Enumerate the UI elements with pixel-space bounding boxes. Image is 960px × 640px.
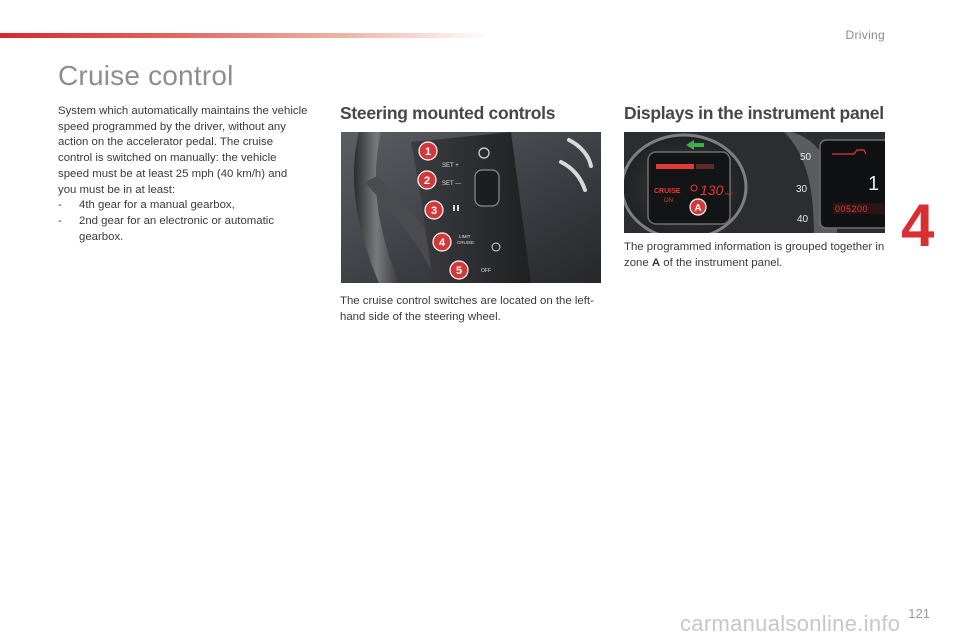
list-item-text: 4th gear for a manual gearbox, bbox=[79, 199, 235, 212]
list-item-text: 2nd gear for an electronic or automatic gearbox. bbox=[79, 214, 275, 243]
chapter-label: Driving bbox=[845, 28, 885, 42]
svg-text:5: 5 bbox=[455, 265, 463, 277]
intro-paragraph: System which automatically maintains the vehicle speed programmed by the driver, without any action on the accelerator pedal. The cruise control is switched on manually: the vehicle speed must be at least 25 mph (40 km/h) and you must be in at least: bbox=[58, 105, 308, 196]
section-title-instrument-displays: Displays in the instrument panel bbox=[624, 103, 884, 123]
svg-text:4: 4 bbox=[438, 237, 446, 249]
list-item bbox=[58, 214, 308, 245]
fuel-gauge-bar bbox=[656, 164, 694, 169]
intro-text bbox=[58, 104, 308, 245]
cruise-indicator: CRUISE bbox=[654, 188, 681, 195]
chapter-number: 4 bbox=[901, 192, 935, 259]
svg-text:2: 2 bbox=[423, 175, 431, 187]
svg-text:1: 1 bbox=[424, 146, 432, 158]
bullet-dash: - bbox=[58, 214, 62, 227]
callout-5 bbox=[450, 261, 468, 279]
cruise-control-lever bbox=[475, 170, 499, 206]
programmed-speed: 130 bbox=[700, 182, 724, 198]
zone-a-reference: A bbox=[651, 256, 661, 269]
svg-text:A: A bbox=[694, 203, 702, 214]
dial-tick-label: 30 bbox=[796, 184, 808, 195]
limit-label: LIMIT bbox=[459, 234, 471, 239]
section-title-steering-controls: Steering mounted controls bbox=[340, 103, 556, 123]
instrument-panel-photo bbox=[624, 132, 885, 233]
set-plus-label: SET + bbox=[442, 163, 459, 169]
watermark: carmanualsonline.info bbox=[680, 611, 901, 636]
digital-readout: 1 bbox=[868, 173, 880, 195]
speed-unit: mph bbox=[725, 191, 733, 196]
dial-tick-label: 50 bbox=[800, 152, 812, 163]
page-number: 121 bbox=[908, 606, 930, 621]
list-item bbox=[58, 198, 308, 214]
cruise-label: CRUISE bbox=[457, 240, 475, 245]
gear-requirements-list bbox=[58, 198, 308, 245]
page-title: Cruise control bbox=[58, 60, 234, 91]
dial-tick-label: 40 bbox=[797, 214, 809, 225]
odometer: 005200 bbox=[835, 204, 869, 214]
zone-a-callout bbox=[690, 199, 706, 215]
pause-icon bbox=[453, 205, 455, 211]
header-accent-bar bbox=[0, 33, 490, 38]
callout-3 bbox=[425, 201, 443, 219]
callout-2 bbox=[418, 171, 436, 189]
instrument-panel-illustration bbox=[624, 132, 885, 233]
callout-1 bbox=[419, 142, 437, 160]
svg-text:3: 3 bbox=[430, 205, 438, 217]
callout-4 bbox=[433, 233, 451, 251]
off-label: OFF bbox=[481, 268, 491, 274]
steering-controls-caption: The cruise control switches are located on the left-hand side of the steering wheel. bbox=[340, 295, 594, 323]
cruise-state: ON bbox=[664, 198, 673, 204]
instrument-panel-caption: The programmed information is grouped together in zone A of the instrument panel. bbox=[624, 241, 885, 269]
steering-controls-illustration bbox=[341, 132, 601, 283]
steering-controls-photo bbox=[341, 132, 601, 283]
set-minus-label: SET — bbox=[442, 181, 462, 187]
bullet-dash: - bbox=[58, 199, 62, 212]
